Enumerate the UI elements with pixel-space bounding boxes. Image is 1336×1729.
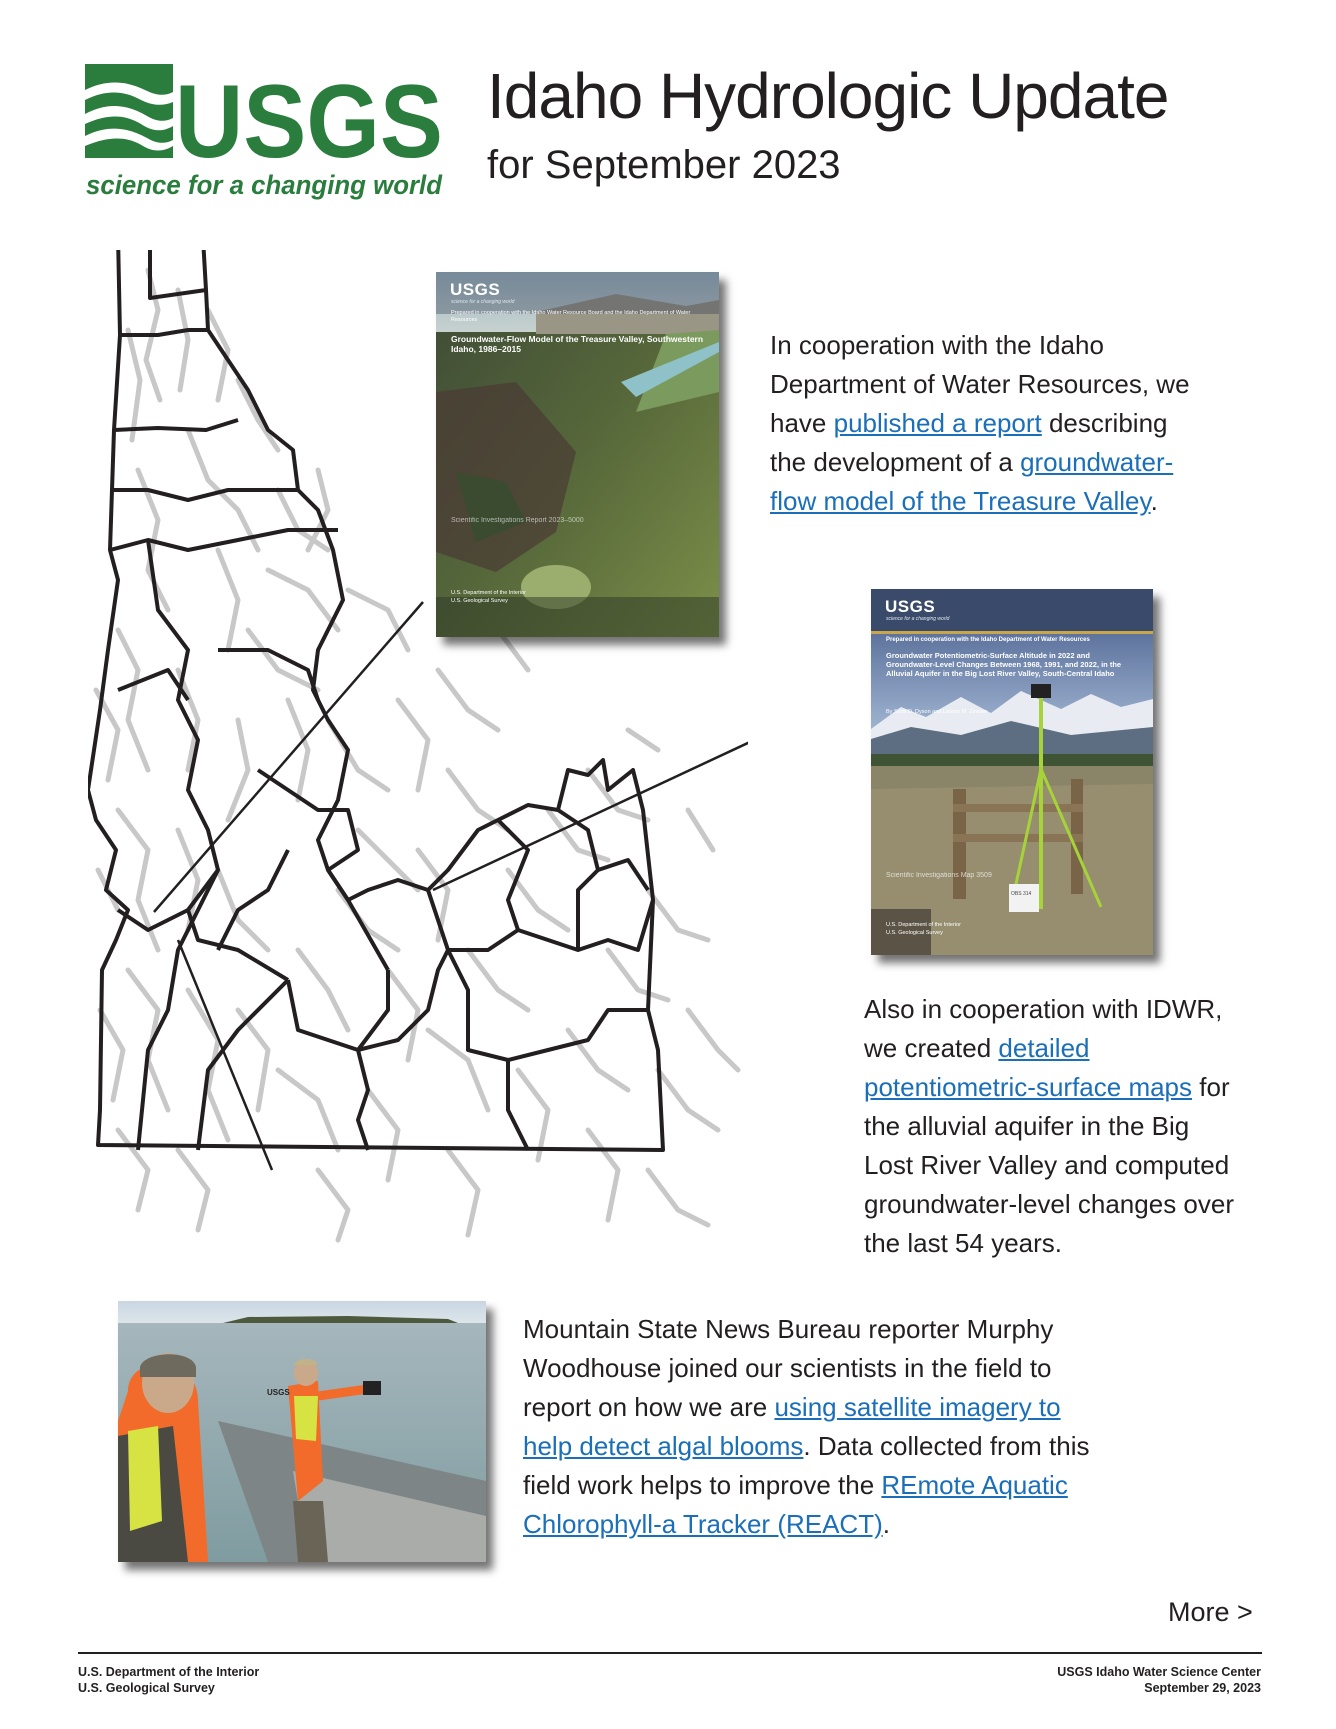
cover-title: Groundwater-Flow Model of the Treasure Valley, Southwestern Idaho, 1986–2015 (451, 334, 704, 354)
paragraph-text: In cooperation with the Idaho Department of Water Resources, we have (770, 330, 1190, 438)
treasure-valley-paragraph (770, 326, 1210, 521)
satellite-imagery-link[interactable]: using satellite imagery to help detect algal blooms (523, 1392, 1061, 1461)
page-subtitle: for September 2023 (487, 143, 841, 187)
cover-prepared: Prepared in cooperation with the Idaho Department of Water Resources (886, 637, 1090, 643)
paragraph-text: Mountain State News Bureau reporter Murphy Woodhouse joined our scientists in the field to report on how we are (523, 1314, 1054, 1422)
cover-agency-1: U.S. Department of the Interior (451, 590, 526, 596)
paragraph-text: Also in cooperation with IDWR, we created (864, 994, 1223, 1063)
field-work-photo (118, 1301, 486, 1562)
algal-bloom-paragraph (523, 1310, 1103, 1544)
paragraph-text: . (882, 1509, 890, 1539)
cover-agency-2: U.S. Geological Survey (886, 930, 943, 936)
usgs-wave-icon (85, 64, 173, 158)
footer-survey: U.S. Geological Survey (78, 1681, 215, 1695)
groundwater-flow-model-link[interactable]: groundwater-flow model of the Treasure Valley (770, 447, 1174, 516)
photo-scene (118, 1301, 486, 1562)
cover-title: Groundwater Potentiometric-Surface Altitude in 2022 and Groundwater-Level Changes Between 1968, 1991, and 2022, in the Alluvial Aquifer in the Big Lost River Valley, South-Central Idaho (886, 651, 1122, 678)
paragraph-text: describing the development of a (770, 408, 1168, 477)
usgs-logo (85, 62, 445, 202)
logo-wordmark: USGS (175, 64, 443, 180)
logo-tagline: science for a changing world (86, 170, 443, 200)
cover-series: Scientific Investigations Report 2023–5000 (451, 517, 584, 524)
paragraph-text: . Data collected from this field work helps to improve the (523, 1431, 1090, 1500)
more-link[interactable]: More > (1168, 1597, 1253, 1627)
paragraph-text: for the alluvial aquifer in the Big Lost River Valley and computed groundwater-level changes over the last 54 years. (864, 1072, 1234, 1258)
cover-agency-2: U.S. Geological Survey (451, 598, 508, 604)
cover-authors: By Scott D. Dyson and Lauren M. Zinsser (886, 709, 988, 715)
treasure-valley-report-cover[interactable] (436, 272, 719, 637)
footer-center (1057, 1664, 1261, 1696)
cover-agency-1: U.S. Department of the Interior (886, 922, 961, 928)
cover-series: Scientific Investigations Map 3509 (886, 872, 992, 879)
react-tracker-link[interactable]: REmote Aquatic Chlorophyll-a Tracker (REACT) (523, 1470, 1068, 1539)
cover-photo (436, 272, 719, 637)
cover-prepared: Prepared in cooperation with the Idaho Water Resource Board and the Idaho Department of Water Resources (451, 310, 691, 323)
well-sign: OBS 314 (1011, 891, 1032, 897)
big-lost-river-paragraph (864, 990, 1234, 1263)
vest-usgs-label: USGS (267, 1388, 290, 1397)
big-lost-river-map-cover[interactable] (871, 589, 1153, 955)
footer-center-name: USGS Idaho Water Science Center (1057, 1665, 1261, 1679)
paragraph-text: . (1150, 486, 1158, 516)
potentiometric-maps-link[interactable]: detailed potentiometric-surface maps (864, 1033, 1193, 1102)
cover-tagline: science for a changing world (451, 299, 515, 305)
footer-department: U.S. Department of the Interior (78, 1665, 260, 1679)
footer-agency (78, 1664, 259, 1696)
cover-tagline: science for a changing world (886, 616, 950, 622)
cover-usgs-mark: USGS (450, 280, 501, 299)
published-report-link[interactable]: published a report (833, 408, 1042, 438)
footer-date: September 29, 2023 (1144, 1681, 1261, 1695)
cover-usgs-mark: USGS (885, 597, 936, 616)
page-title: Idaho Hydrologic Update (487, 60, 1169, 132)
footer-divider (78, 1652, 1262, 1654)
